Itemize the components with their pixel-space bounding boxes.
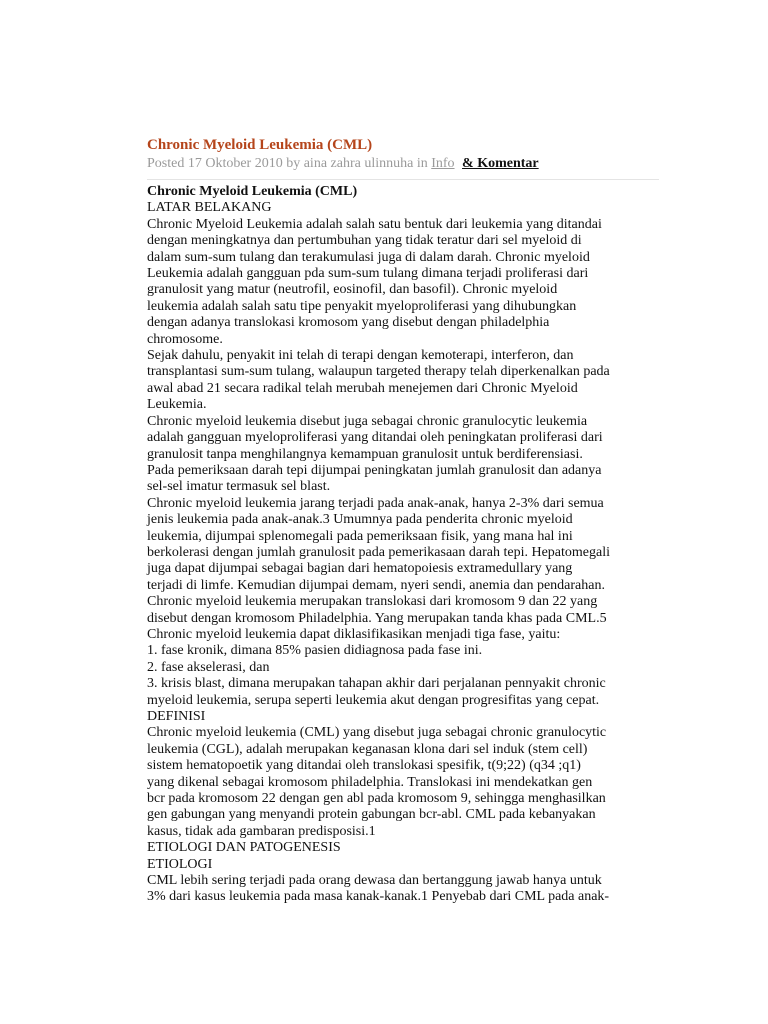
body-text-line: 3% dari kasus leukemia pada masa kanak-kanak.1 Penyebab dari CML pada anak- <box>147 889 610 905</box>
body-text-line: leukemia adalah salah satu tipe penyakit myeloproliferasi yang dihubungkan <box>147 298 577 314</box>
body-text-line: granulosit yang matur (neutrofil, eosinofil, dan basofil). Chronic myeloid <box>147 282 558 298</box>
body-text-line: dengan meningkatnya dan pertumbuhan yang tidak teratur dari sel myeloid di <box>147 233 582 249</box>
body-text-line: myeloid leukemia, serupa seperti leukemia akut dengan progresifitas yang cepat. <box>147 692 600 708</box>
body-text-line: CML lebih sering terjadi pada orang dewasa dan bertanggung jawab hanya untuk <box>147 873 602 889</box>
body-text-line: awal abad 21 secara radikal telah merubah menejemen dari Chronic Myeloid <box>147 380 578 396</box>
post-meta <box>147 155 659 173</box>
body-text-line: kasus, tidak ada gambaran predisposisi.1 <box>147 823 376 839</box>
body-text-line: yang dikenal sebagai kromosom philadelphia. Translokasi ini mendekatkan gen <box>147 774 593 790</box>
body-text-line: Chronic Myeloid Leukemia adalah salah satu bentuk dari leukemia yang ditandai <box>147 216 602 232</box>
body-text-line: dengan adanya translokasi kromosom yang disebut dengan philadelphia <box>147 315 550 331</box>
body-text-line: sistem hematopoetik yang ditandai oleh translokasi spesifik, t(9;22) (q34 ;q1) <box>147 758 581 774</box>
body-text-line: bcr pada kromosom 22 dengan gen abl pada kromosom 9, sehingga menghasilkan <box>147 791 606 807</box>
body-text-line: Chronic myeloid leukemia jarang terjadi pada anak-anak, hanya 2-3% dari semua <box>147 495 604 511</box>
body-text-line: 2. fase akselerasi, dan <box>147 659 270 675</box>
body-text-line: Sejak dahulu, penyakit ini telah di terapi dengan kemoterapi, interferon, dan <box>147 348 574 364</box>
post-body <box>147 184 659 906</box>
body-text-line: DEFINISI <box>147 709 206 724</box>
body-text-line: sel-sel imatur termasuk sel blast. <box>147 479 331 495</box>
body-text-line: ETIOLOGI DAN PATOGENESIS <box>147 840 341 856</box>
body-text-line: transplantasi sum-sum tulang, walaupun targeted therapy telah diperkenalkan pada <box>147 364 610 380</box>
body-text-line: jenis leukemia pada anak-anak.3 Umumnya pada penderita chronic myeloid <box>147 512 573 528</box>
body-text-line: LATAR BELAKANG <box>147 200 272 216</box>
body-text-line: dalam sum-sum tulang dan terakumulasi juga di dalam darah. Chronic myeloid <box>147 249 590 265</box>
body-text-line: Leukemia adalah gangguan pda sum-sum tulang dimana terjadi proliferasi dari <box>147 266 589 282</box>
body-text-line: gen gabungan yang menyandi protein gabungan bcr-abl. CML pada kebanyakan <box>147 807 596 823</box>
body-text-line: juga dapat dijumpai sebagai bagian dari hematopoiesis extramedullary yang <box>147 561 573 577</box>
body-text-line: terjadi di limfe. Kemudian dijumpai demam, nyeri sendi, anemia dan pendarahan. <box>147 577 605 593</box>
body-text-line: adalah gangguan myeloproliferasi yang ditandai oleh peningkatan proliferasi dari <box>147 430 603 446</box>
body-text-line: Chronic myeloid leukemia (CML) yang disebut juga sebagai chronic granulocytic <box>147 725 607 741</box>
body-heading-line: Chronic Myeloid Leukemia (CML) <box>147 184 358 199</box>
body-text-line: granulosit tanpa menghilangnya kemampuan granulosit untuk berdiferensiasi. <box>147 446 583 462</box>
body-text-line: Chronic myeloid leukemia dapat diklasifikasikan menjadi tiga fase, yaitu: <box>147 626 561 642</box>
category-link[interactable]: Info <box>431 156 455 171</box>
body-text-line: Chronic myeloid leukemia merupakan translokasi dari kromosom 9 dan 22 yang <box>147 594 598 610</box>
body-text-line: leukemia (CGL), adalah merupakan keganasan klona dari sel induk (stem cell) <box>147 741 588 757</box>
post-title: Chronic Myeloid Leukemia (CML) <box>147 137 373 153</box>
body-text-line: Pada pemeriksaan darah tepi dijumpai peningkatan jumlah granulosit dan adanya <box>147 462 602 478</box>
divider <box>147 179 659 180</box>
body-text-line: Leukemia. <box>147 397 207 413</box>
post-meta-text: Posted 17 Oktober 2010 by aina zahra ulinnuha in <box>147 156 432 171</box>
body-text-line: Chronic myeloid leukemia disebut juga sebagai chronic granulocytic leukemia <box>147 413 588 429</box>
body-text-line: disebut dengan kromosom Philadelphia. Yang merupakan tanda khas pada CML.5 <box>147 610 607 626</box>
body-text-line: 1. fase kronik, dimana 85% pasien didiagnosa pada fase ini. <box>147 643 483 659</box>
comments-link[interactable]: & Komentar <box>462 156 539 171</box>
body-text-line: berkolerasi dengan jumlah granulosit pada pemerikasaan darah tepi. Hepatomegali <box>147 544 610 560</box>
body-text-line: chromosome. <box>147 331 223 347</box>
blog-post <box>147 136 659 906</box>
body-text-line: ETIOLOGI <box>147 856 213 872</box>
body-text-line: 3. krisis blast, dimana merupakan tahapan akhir dari perjalanan pennyakit chronic <box>147 676 606 692</box>
body-text-line: leukemia, dijumpai splenomegali pada pemeriksaan fisik, yang mana hal ini <box>147 528 573 544</box>
